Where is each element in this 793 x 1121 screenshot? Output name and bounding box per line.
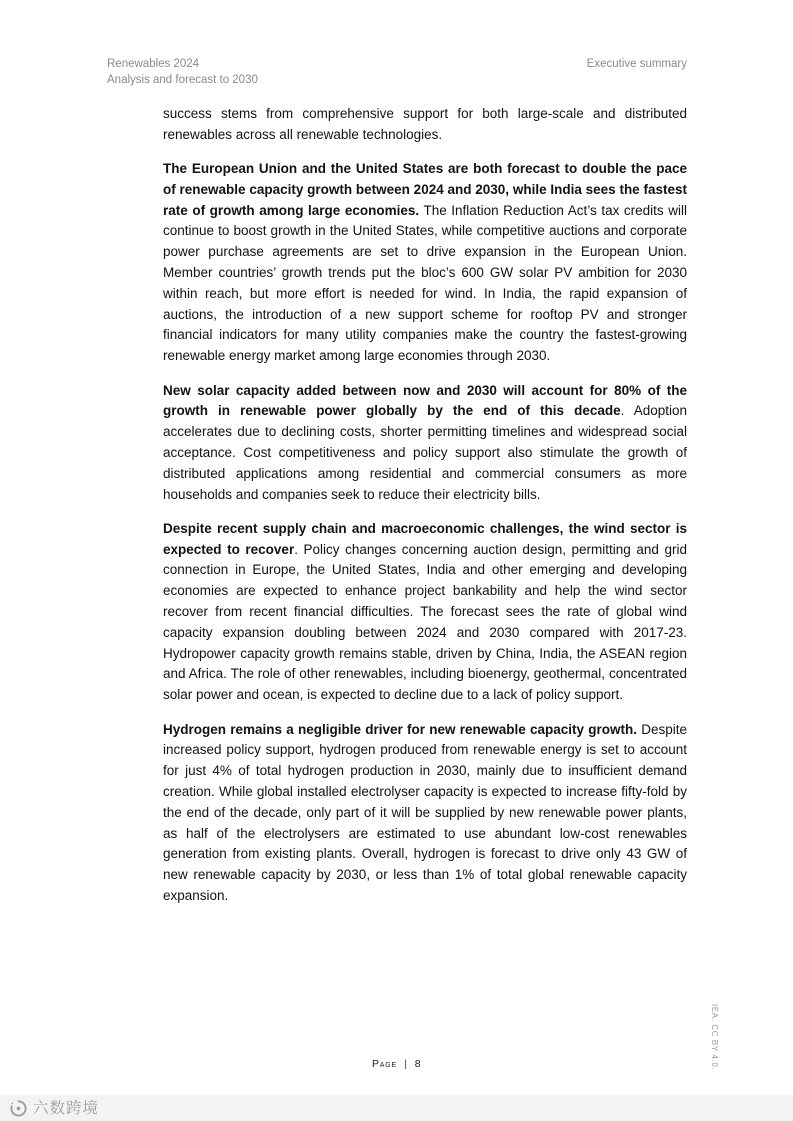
paragraph-body: . Policy changes concerning auction design, permitting and grid connection in Europe, the United States, India and other emerging and developing economies are expected to enhance project bankability and help the wind sector recover from recent financial difficulties. The forecast sees the rate of global wind capacity expansion doubling between 2024 and 2030 compared with 2017-23. Hydropower capacity growth remains stable, driven by China, India, the ASEAN region and Africa. The role of other renewables, including bioenergy, geothermal, concentrated solar power and ocean, is expected to decline due to a lack of policy support. bbox=[163, 541, 687, 703]
swirl-logo-icon bbox=[9, 1099, 28, 1118]
paragraph-solar bbox=[163, 381, 687, 506]
paragraph-lead: Hydrogen remains a negligible driver for new renewable capacity growth. bbox=[163, 721, 637, 737]
paragraph-body: . Adoption accelerates due to declining costs, shorter permitting timelines and widespread social acceptance. Cost competitiveness and policy support also stimulate the growth of distributed applications among residential and commercial consumers as more households and companies seek to reduce their electricity bills. bbox=[163, 403, 687, 502]
page-number: 8 bbox=[414, 1058, 422, 1070]
watermark-bar bbox=[0, 1095, 793, 1121]
paragraph-wind bbox=[163, 519, 687, 706]
body-text bbox=[163, 104, 687, 920]
page-separator: | bbox=[404, 1058, 408, 1070]
page-footer bbox=[0, 1058, 793, 1070]
report-title-block bbox=[107, 56, 258, 88]
section-label: Executive summary bbox=[586, 58, 687, 70]
paragraph-lead: New solar capacity added between now and 2030 will account for 80% of the growth in renewable power globally by the end of this decade bbox=[163, 382, 687, 419]
page-label: Page bbox=[371, 1058, 397, 1070]
report-subtitle: Analysis and forecast to 2030 bbox=[107, 74, 258, 86]
paragraph-body: Despite increased policy support, hydrogen produced from renewable energy is set to account for just 4% of total hydrogen production in 2030, mainly due to insufficient demand creation. While global installed electrolyser capacity is expected to increase fifty-fold by the end of the decade, only part of it will be supplied by new renewable power plants, as half of the electrolysers are estimated to use abundant low-cost renewables generation from existing plants. Overall, hydrogen is forecast to drive only 43 GW of new renewable capacity by 2030, or less than 1% of total global renewable capacity expansion. bbox=[163, 721, 687, 903]
paragraph-lead: The European Union and the United States are both forecast to double the pace of renewable capacity growth between 2024 and 2030, while India sees the fastest rate of growth among large economies. bbox=[163, 161, 687, 218]
paragraph-hydrogen bbox=[163, 720, 687, 907]
watermark-text: 六数跨境 bbox=[33, 1099, 100, 1117]
paragraph-lead: Despite recent supply chain and macroeconomic challenges, the wind sector is expected to recover bbox=[163, 520, 687, 557]
report-title: Renewables 2024 bbox=[107, 58, 200, 70]
paragraph-continuation bbox=[163, 104, 687, 146]
paragraph-body: success stems from comprehensive support for both large-scale and distributed renewables across all renewable technologies. bbox=[163, 106, 687, 142]
licence-note: IEA. CC BY 4.0. bbox=[710, 1004, 719, 1071]
paragraph-body: The Inflation Reduction Act’s tax credits will continue to boost growth in the United States, while competitive auctions and corporate power purchase agreements are set to drive expansion in the European Union. Member countries’ growth trends put the bloc’s 600 GW solar PV ambition for 2030 within reach, but more effort is needed for wind. In India, the rapid expansion of auctions, the introduction of a new support scheme for rooftop PV and stronger financial indicators for many utility companies make the country the fastest-growing renewable energy market among large economies through 2030. bbox=[163, 202, 687, 364]
paragraph-eu-us-india bbox=[163, 159, 687, 367]
page-header bbox=[107, 56, 687, 88]
